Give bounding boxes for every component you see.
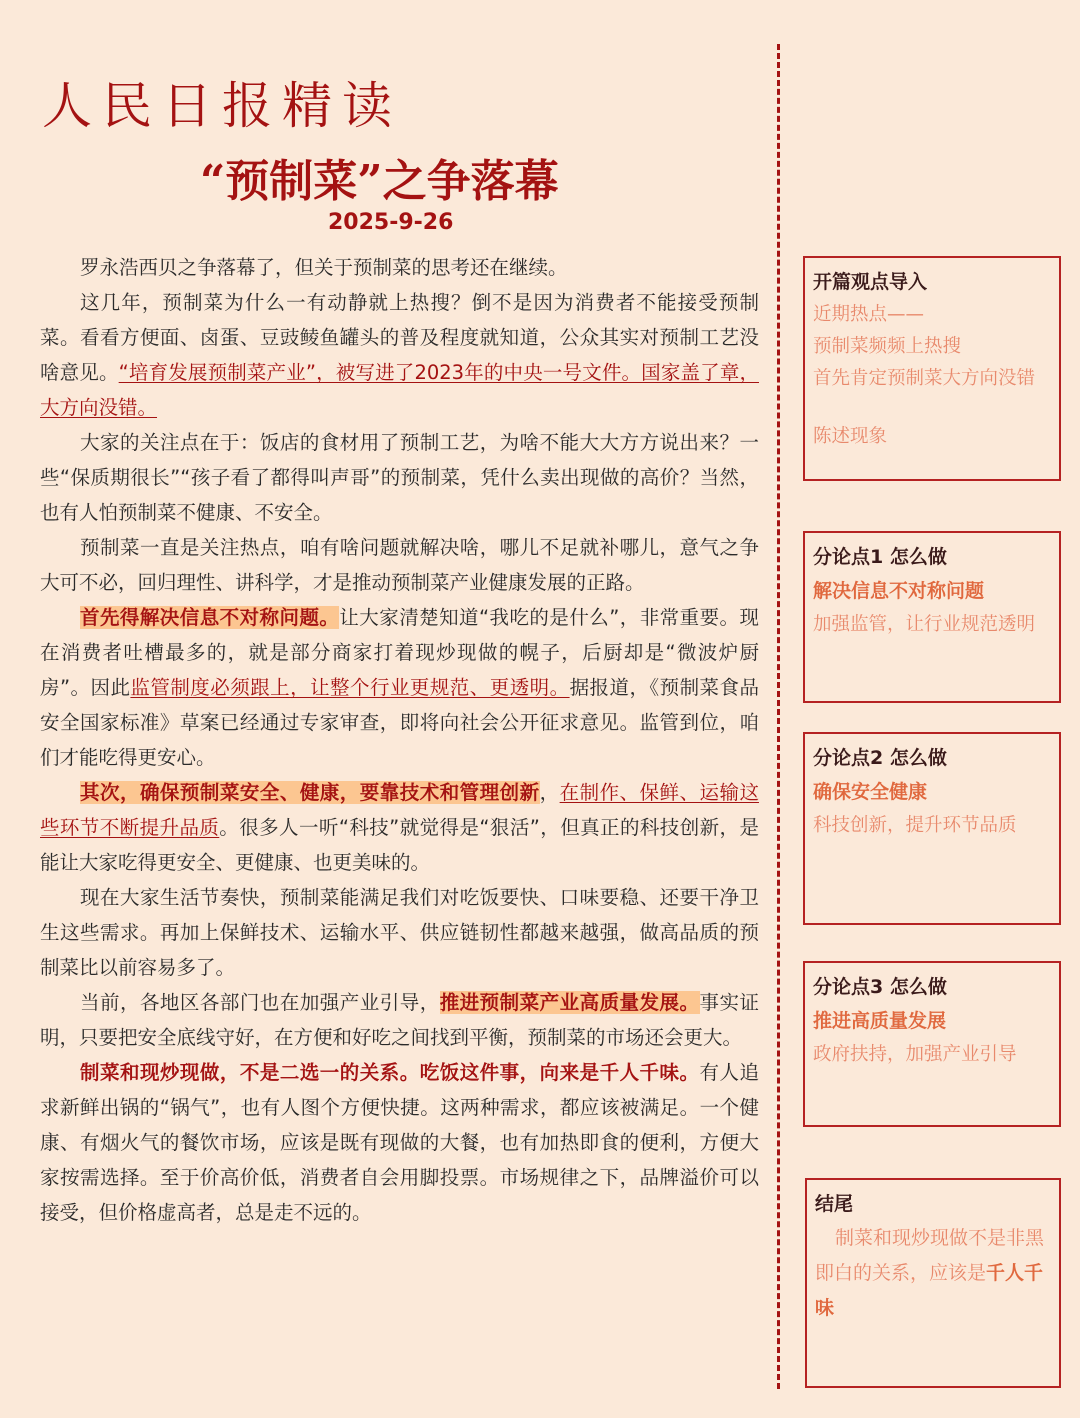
article-body: [40, 250, 759, 1230]
note-intro-title: 开篇观点导入: [813, 271, 928, 293]
note-intro-extra: 陈述现象: [813, 426, 888, 447]
note-ending: [805, 1178, 1061, 1388]
note-point-2: [803, 732, 1061, 925]
note-point-3-detail: 政府扶持，加强产业引导: [813, 1044, 1017, 1065]
paragraph-9-text: 有人追求新鲜出锅的“锅气”，也有人图个方便快捷。这两种需求，都应该被满足。一个健康、有烟火气的餐饮市场，应该是既有现做的大餐，也有加热即食的便利，方便大家按需选择。至于价高价低，消费者自会用脚投票。市场规律之下，品牌溢价可以接受，但价格虚高者，总是走不远的。: [40, 1061, 759, 1224]
note-point-1-title: 分论点1 怎么做: [813, 546, 947, 568]
paragraph-5-underline: 监管制度必须跟上，让整个行业更规范、更透明。: [130, 676, 570, 699]
paragraph-3: 大家的关注点在于：饭店的食材用了预制工艺，为啥不能大大方方说出来？一些“保质期很长”“孩子看了都得叫声哥”的预制菜，凭什么卖出现做的高价？当然，也有人怕预制菜不健康、不安全。: [40, 431, 759, 524]
paragraph-9: [40, 1055, 759, 1230]
note-point-3-key: 推进高质量发展: [813, 1010, 947, 1032]
paragraph-5: [40, 600, 759, 775]
paragraph-4: 预制菜一直是关注热点，咱有啥问题就解决啥，哪儿不足就补哪儿，意气之争大可不必，回归理性、讲科学，才是推动预制菜产业健康发展的正路。: [40, 536, 759, 594]
masthead-title: 人民日报精读: [42, 77, 402, 135]
paragraph-6-comma: ，: [539, 781, 560, 804]
paragraph-8: [40, 985, 759, 1055]
paragraph-8-highlight: 推进预制菜产业高质量发展。: [439, 991, 700, 1014]
dashed-divider: [777, 44, 780, 1389]
note-point-1: [803, 531, 1061, 703]
note-point-3-title: 分论点3 怎么做: [813, 976, 947, 998]
paragraph-8-text-a: 当前，各地区各部门也在加强产业引导，: [80, 991, 440, 1014]
paragraph-7: 现在大家生活节奏快，预制菜能满足我们对吃饭要快、口味要稳、还要干净卫生这些需求。再加上保鲜技术、运输水平、供应链韧性都越来越强，做高品质的预制菜比以前容易多了。: [40, 886, 759, 979]
note-intro-line-3: 首先肯定预制菜大方向没错: [813, 368, 1036, 389]
paragraph-1: 罗永浩西贝之争落幕了，但关于预制菜的思考还在继续。: [80, 256, 568, 279]
paragraph-2-text: 这几年，预制菜为什么一有动静就上热搜？倒不是因为消费者不能接受预制菜。看看方便面、卤蛋、豆豉鲮鱼罐头的普及程度就知道，公众其实对预制工艺没啥意见。: [40, 291, 759, 384]
paragraph-9-bold: 制菜和现炒现做，不是二选一的关系。吃饭这件事，向来是千人千味。: [80, 1061, 700, 1084]
note-point-3: [803, 961, 1061, 1127]
paragraph-5-text-a: 让大家清楚知道“我吃的是什么”，非常重要。现在消费者吐槽最多的，就是部分商家打着现炒现做的幌子，后厨却是“微波炉厨房”。因此: [40, 606, 759, 699]
note-point-2-detail: 科技创新，提升环节品质: [813, 815, 1017, 836]
note-point-2-key: 确保安全健康: [813, 781, 928, 803]
note-intro: [803, 256, 1061, 481]
paragraph-6: [40, 775, 759, 880]
paragraph-8-text-b: 事实证明，只要把安全底线守好，在方便和好吃之间找到平衡，预制菜的市场还会更大。: [40, 991, 759, 1049]
note-ending-title: 结尾: [815, 1193, 854, 1215]
paragraph-2: [40, 285, 759, 425]
paragraph-2-underline: “培育发展预制菜产业”，被写进了2023年的中央一号文件。国家盖了章，大方向没错。: [40, 361, 759, 419]
note-ending-text: [815, 1221, 1053, 1326]
note-point-2-title: 分论点2 怎么做: [813, 747, 947, 769]
note-intro-line-1: 近期热点——: [813, 304, 925, 325]
note-point-1-detail: 加强监管，让行业规范透明: [813, 614, 1036, 635]
note-ending-emphasis: 千人千味: [815, 1262, 1044, 1319]
article-date: 2025-9-26: [328, 210, 454, 235]
paragraph-6-highlight: 其次，确保预制菜安全、健康，要靠技术和管理创新: [80, 781, 540, 804]
note-intro-line-2: 预制菜频频上热搜: [813, 336, 962, 357]
note-point-1-key: 解决信息不对称问题: [813, 580, 985, 602]
paragraph-5-highlight: 首先得解决信息不对称问题。: [80, 606, 340, 629]
paragraph-6-text: 。很多人一听“科技”就觉得是“狠活”，但真正的科技创新，是能让大家吃得更安全、更健康、也更美味的。: [40, 816, 759, 874]
note-ending-body: 制菜和现炒现做不是非黑即白的关系，应该是: [815, 1227, 1045, 1284]
paragraph-6-underline: 在制作、保鲜、运输这些环节不断提升品质: [40, 781, 759, 839]
paragraph-5-text-b: 据报道，《预制菜食品安全国家标准》草案已经通过专家审查，即将向社会公开征求意见。监管到位，咱们才能吃得更安心。: [40, 676, 759, 769]
article-headline: “预制菜”之争落幕: [200, 156, 559, 207]
